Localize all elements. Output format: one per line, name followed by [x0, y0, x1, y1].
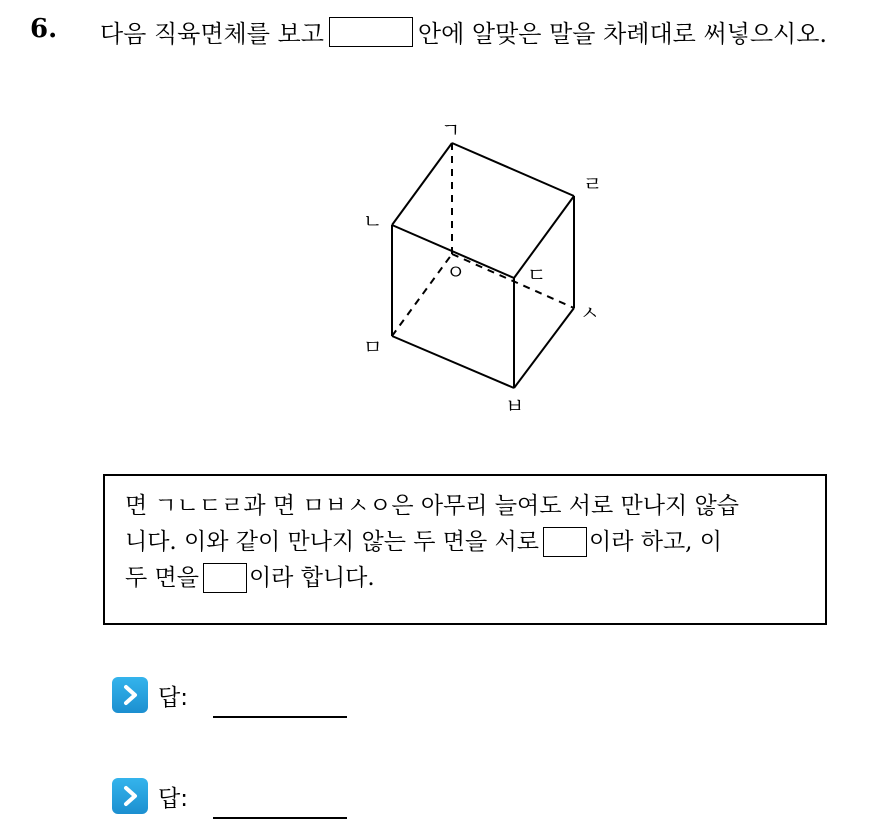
answer-label: 답: [158, 785, 188, 812]
explanation-line-3-after: 이라 합니다. [248, 565, 375, 591]
edge-g-r [452, 143, 574, 196]
vertex-label-m: ㅁ [363, 335, 383, 359]
cuboid-figure [340, 115, 640, 420]
vertex-label-n: ㄴ [363, 209, 383, 233]
instruction-blank-box [329, 17, 413, 47]
answer-row-1 [112, 677, 188, 713]
answer-label: 답: [158, 684, 188, 711]
question-instruction [100, 14, 827, 49]
edge-m-b [392, 336, 514, 388]
question-number: 6. [30, 14, 58, 44]
explanation-line-2-after: 이라 하고, 이 [588, 529, 723, 555]
explanation-line-3-before: 두 면을 [125, 565, 199, 591]
vertex-label-o: ㅇ [446, 260, 466, 284]
vertex-label-g: ㄱ [441, 118, 461, 142]
vertex-label-d: ㄷ [527, 263, 547, 287]
explanation-line-2-before: 니다. 이와 같이 만나지 않는 두 면을 서로 [125, 529, 539, 555]
chevron-right-icon [112, 677, 148, 713]
vertex-label-s: ㅅ [580, 301, 600, 325]
instruction-text-before: 다음 직육면체를 보고 [100, 20, 324, 48]
answer-row-2 [112, 778, 188, 814]
chevron-right-icon [112, 778, 148, 814]
explanation-box [103, 474, 827, 625]
vertex-label-r: ㄹ [583, 172, 603, 196]
edge-g-n [392, 143, 452, 225]
instruction-text-after: 안에 알맞은 말을 차례대로 써넣으시오. [417, 20, 828, 48]
blank-box-2 [203, 563, 247, 593]
blank-box-1 [543, 527, 587, 557]
answer-input-line-1[interactable] [213, 716, 347, 718]
explanation-line-3 [125, 560, 807, 596]
explanation-line-1: 면 ㄱㄴㄷㄹ과 면 ㅁㅂㅅㅇ은 아무리 늘여도 서로 만나지 않습 [125, 493, 739, 519]
edge-b-s [514, 308, 574, 388]
answer-input-line-2[interactable] [213, 817, 347, 819]
hidden-edge-m-o [392, 254, 452, 336]
vertex-label-b: ㅂ [505, 394, 525, 418]
explanation-line-2 [125, 524, 807, 560]
